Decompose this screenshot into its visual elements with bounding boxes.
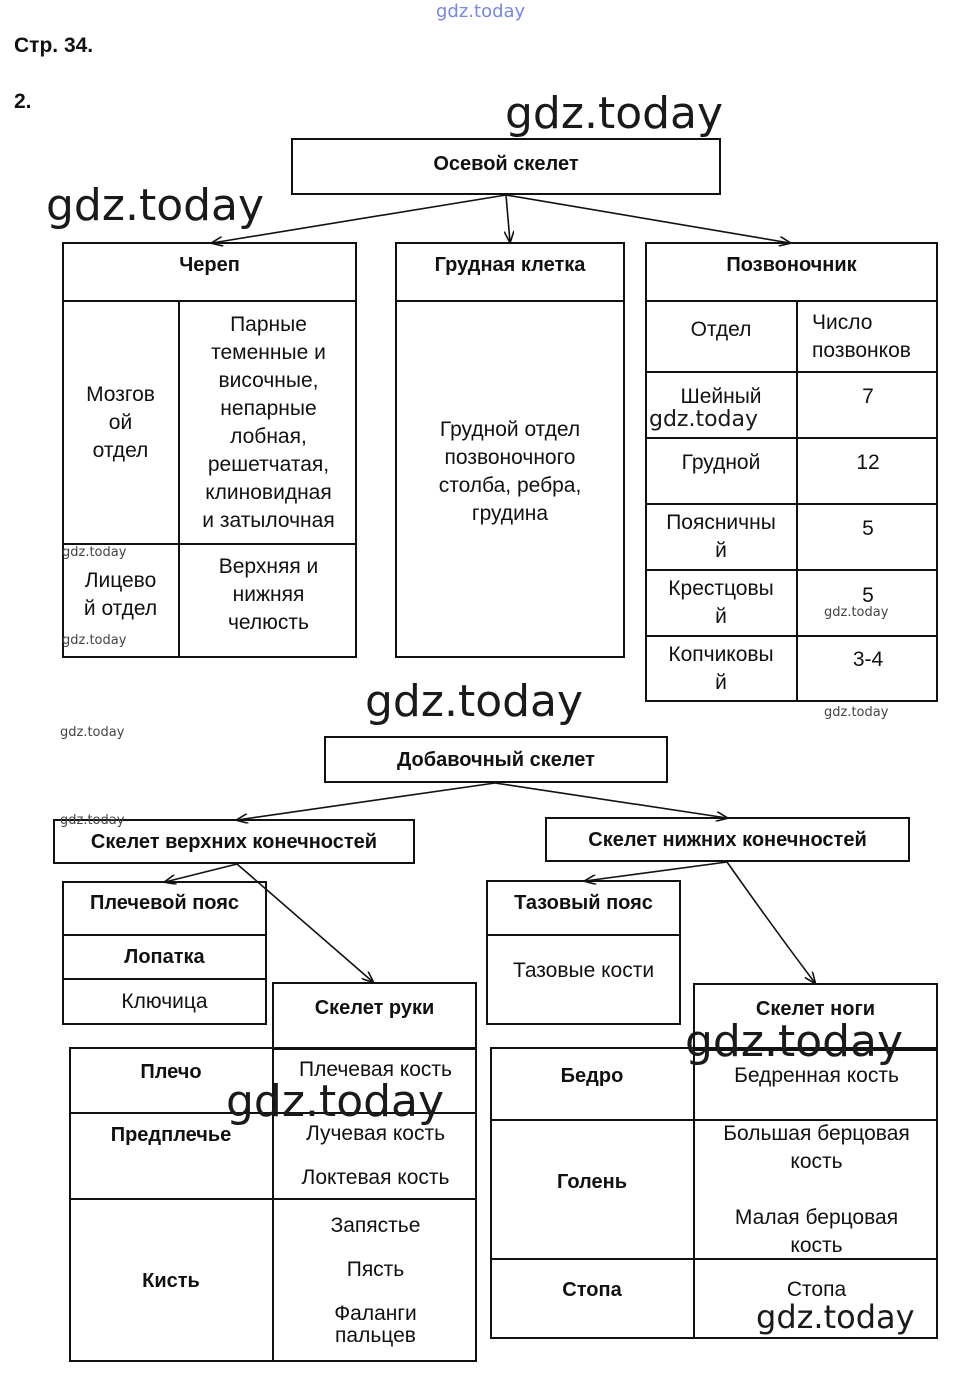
watermark-medium: gdz.today <box>756 1298 915 1336</box>
face-section-bones: Верхняя и нижняя челюсть <box>218 555 319 634</box>
chest-title: Грудная клетка <box>434 254 586 276</box>
leg-part-bones: Бедренная кость <box>734 1064 899 1087</box>
spine-row-count: 5 <box>862 584 874 607</box>
arrow-to-shoulder-girdle <box>165 864 237 882</box>
spine-row-section: Крестцовы й <box>668 577 774 628</box>
spine-row-count: 7 <box>862 385 874 408</box>
watermark-medium: gdz.today <box>649 407 759 432</box>
watermark-small: gdz.today <box>60 813 125 828</box>
watermark-large: gdz.today <box>46 180 265 231</box>
spine-title: Позвоночник <box>726 254 857 276</box>
watermark-large: gdz.today <box>365 676 584 727</box>
shoulder-girdle-title: Плечевой пояс <box>89 892 240 914</box>
pelvic-girdle-title: Тазовый пояс <box>514 892 653 914</box>
arm-part-label: Плечо <box>140 1061 202 1083</box>
face-section-label: Лицево й отдел <box>83 569 158 620</box>
arm-part-label: Кисть <box>142 1270 200 1292</box>
arrow-to-chest <box>506 195 510 242</box>
leg-part-label: Бедро <box>560 1065 624 1087</box>
watermark-small: gdz.today <box>824 705 889 720</box>
task-number: 2. <box>14 90 32 113</box>
leg-skeleton-title: Скелет ноги <box>755 998 876 1020</box>
clavicle-label: Ключица <box>121 989 208 1013</box>
arrow-to-spine <box>506 195 790 243</box>
lower-limbs-title: Скелет нижних конечностей <box>588 828 867 851</box>
arm-part-label: Предплечье <box>110 1124 232 1146</box>
spine-row-section: Копчиковы й <box>668 643 774 694</box>
arrow-to-leg-skeleton <box>727 862 815 983</box>
leg-part-bones: Стопа <box>786 1278 847 1301</box>
arm-part-bones: Плечевая кость <box>299 1058 452 1081</box>
watermark-top: gdz.today <box>436 1 526 22</box>
leg-part-bones: Большая берцовая кость Малая берцовая кость <box>723 1121 910 1257</box>
arm-part-bones: Лучевая кость Локтевая кость <box>301 1122 450 1189</box>
pelvic-bones-label: Тазовые кости <box>512 959 655 982</box>
watermark-large: gdz.today <box>505 88 724 139</box>
arrow-to-pelvic-girdle <box>585 862 727 881</box>
axial-skeleton-box <box>291 138 721 195</box>
upper-limbs-title: Скелет верхних конечностей <box>90 830 378 853</box>
page-number: Стр. 34. <box>14 34 94 57</box>
accessory-skeleton-title: Добавочный скелет <box>397 748 595 771</box>
spine-row-count: 5 <box>862 517 874 540</box>
arrow-to-lower-limbs <box>495 783 727 818</box>
arrow-to-upper-limbs <box>237 783 495 820</box>
spine-row-section: Шейный <box>680 385 762 408</box>
arm-part-bones: Запястье Пясть Фаланги пальцев <box>330 1214 421 1347</box>
scapula-label: Лопатка <box>124 946 205 968</box>
skull-title: Череп <box>179 254 240 276</box>
watermark-large: gdz.today <box>685 1016 904 1067</box>
spine-row-section: Грудной <box>681 451 761 474</box>
spine-row-section: Поясничны й <box>666 511 776 562</box>
spine-row-count: 3-4 <box>852 648 884 671</box>
spine-col-section: Отдел <box>690 317 752 341</box>
watermark-large: gdz.today <box>226 1076 445 1127</box>
chest-content: Грудной отдел позвоночного столба, ребра, грудина <box>438 418 582 525</box>
accessory-skeleton-box <box>324 736 668 783</box>
watermark-small: gdz.today <box>62 633 127 648</box>
arm-skeleton-title: Скелет руки <box>314 997 435 1019</box>
leg-part-label: Стопа <box>562 1279 622 1301</box>
watermark-small: gdz.today <box>62 545 127 560</box>
brain-section-label: Мозгов ой отдел <box>86 382 155 462</box>
spine-col-count: Число позвонков <box>812 311 911 362</box>
axial-skeleton-title: Осевой скелет <box>433 153 579 175</box>
lower-limbs-box <box>545 817 910 862</box>
watermark-small: gdz.today <box>824 605 889 620</box>
leg-part-label: Голень <box>557 1171 627 1193</box>
spine-row-count: 12 <box>856 451 880 474</box>
brain-section-bones: Парные теменные и височные, непарные лобная, решетчатая, клиновидная и затылочная <box>202 312 335 532</box>
watermark-small: gdz.today <box>60 725 125 740</box>
